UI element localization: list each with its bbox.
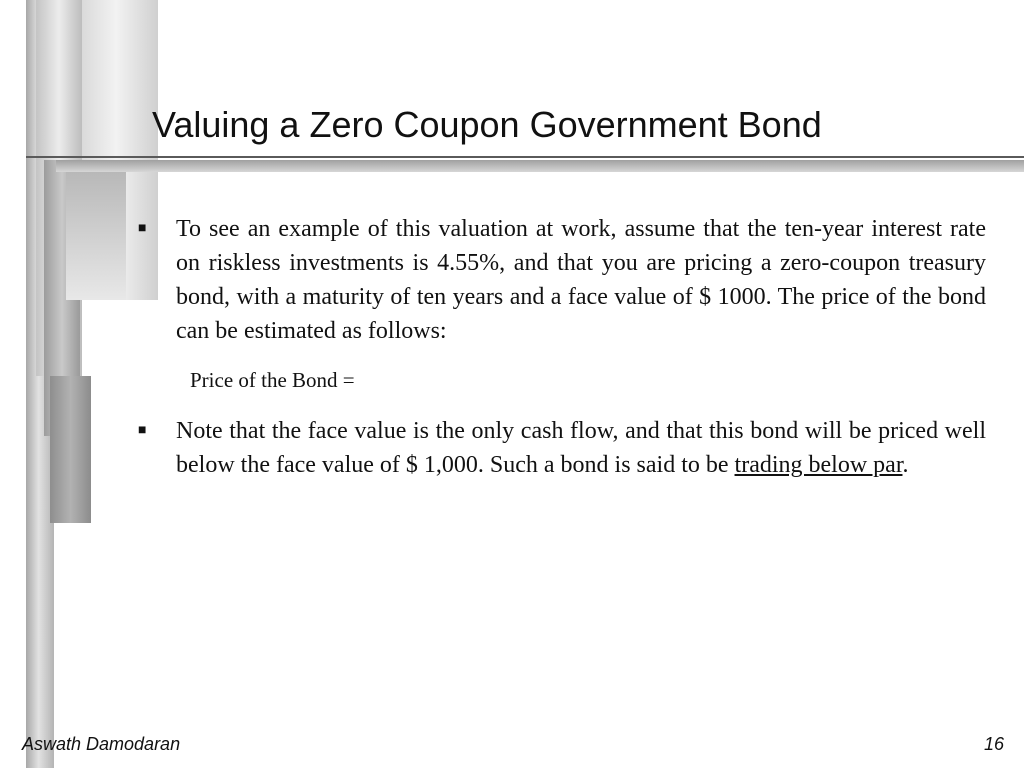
- bullet-text: To see an example of this valuation at work, assume that the ten-year interest rate on riskless investments is 4.55%, and that you are pricing a zero-coupon treasury bond, with a maturity of ten years and a face value of $ 1000. The price of the bond can be estimated as follows:: [176, 216, 986, 344]
- footer-author: Aswath Damodaran: [22, 734, 181, 754]
- bullet-text: [176, 414, 986, 482]
- bullet-text-part: Note that the face value is the only cash flow, and that this bond will be priced well below the face value of $ 1,000. Such a bond is said to be: [176, 418, 986, 478]
- bullet-square-icon: ■: [138, 221, 147, 236]
- bullet-item: [138, 212, 988, 348]
- page-number: 16: [983, 734, 1004, 754]
- bullet-text-part: .: [902, 452, 909, 478]
- bullet-square-icon: ■: [138, 423, 147, 438]
- price-formula-label: Price of the Bond =: [190, 368, 355, 392]
- trading-below-par-link[interactable]: trading below par: [734, 452, 903, 478]
- slide-title: Valuing a Zero Coupon Government Bond: [152, 104, 822, 145]
- bullet-item: [138, 414, 988, 482]
